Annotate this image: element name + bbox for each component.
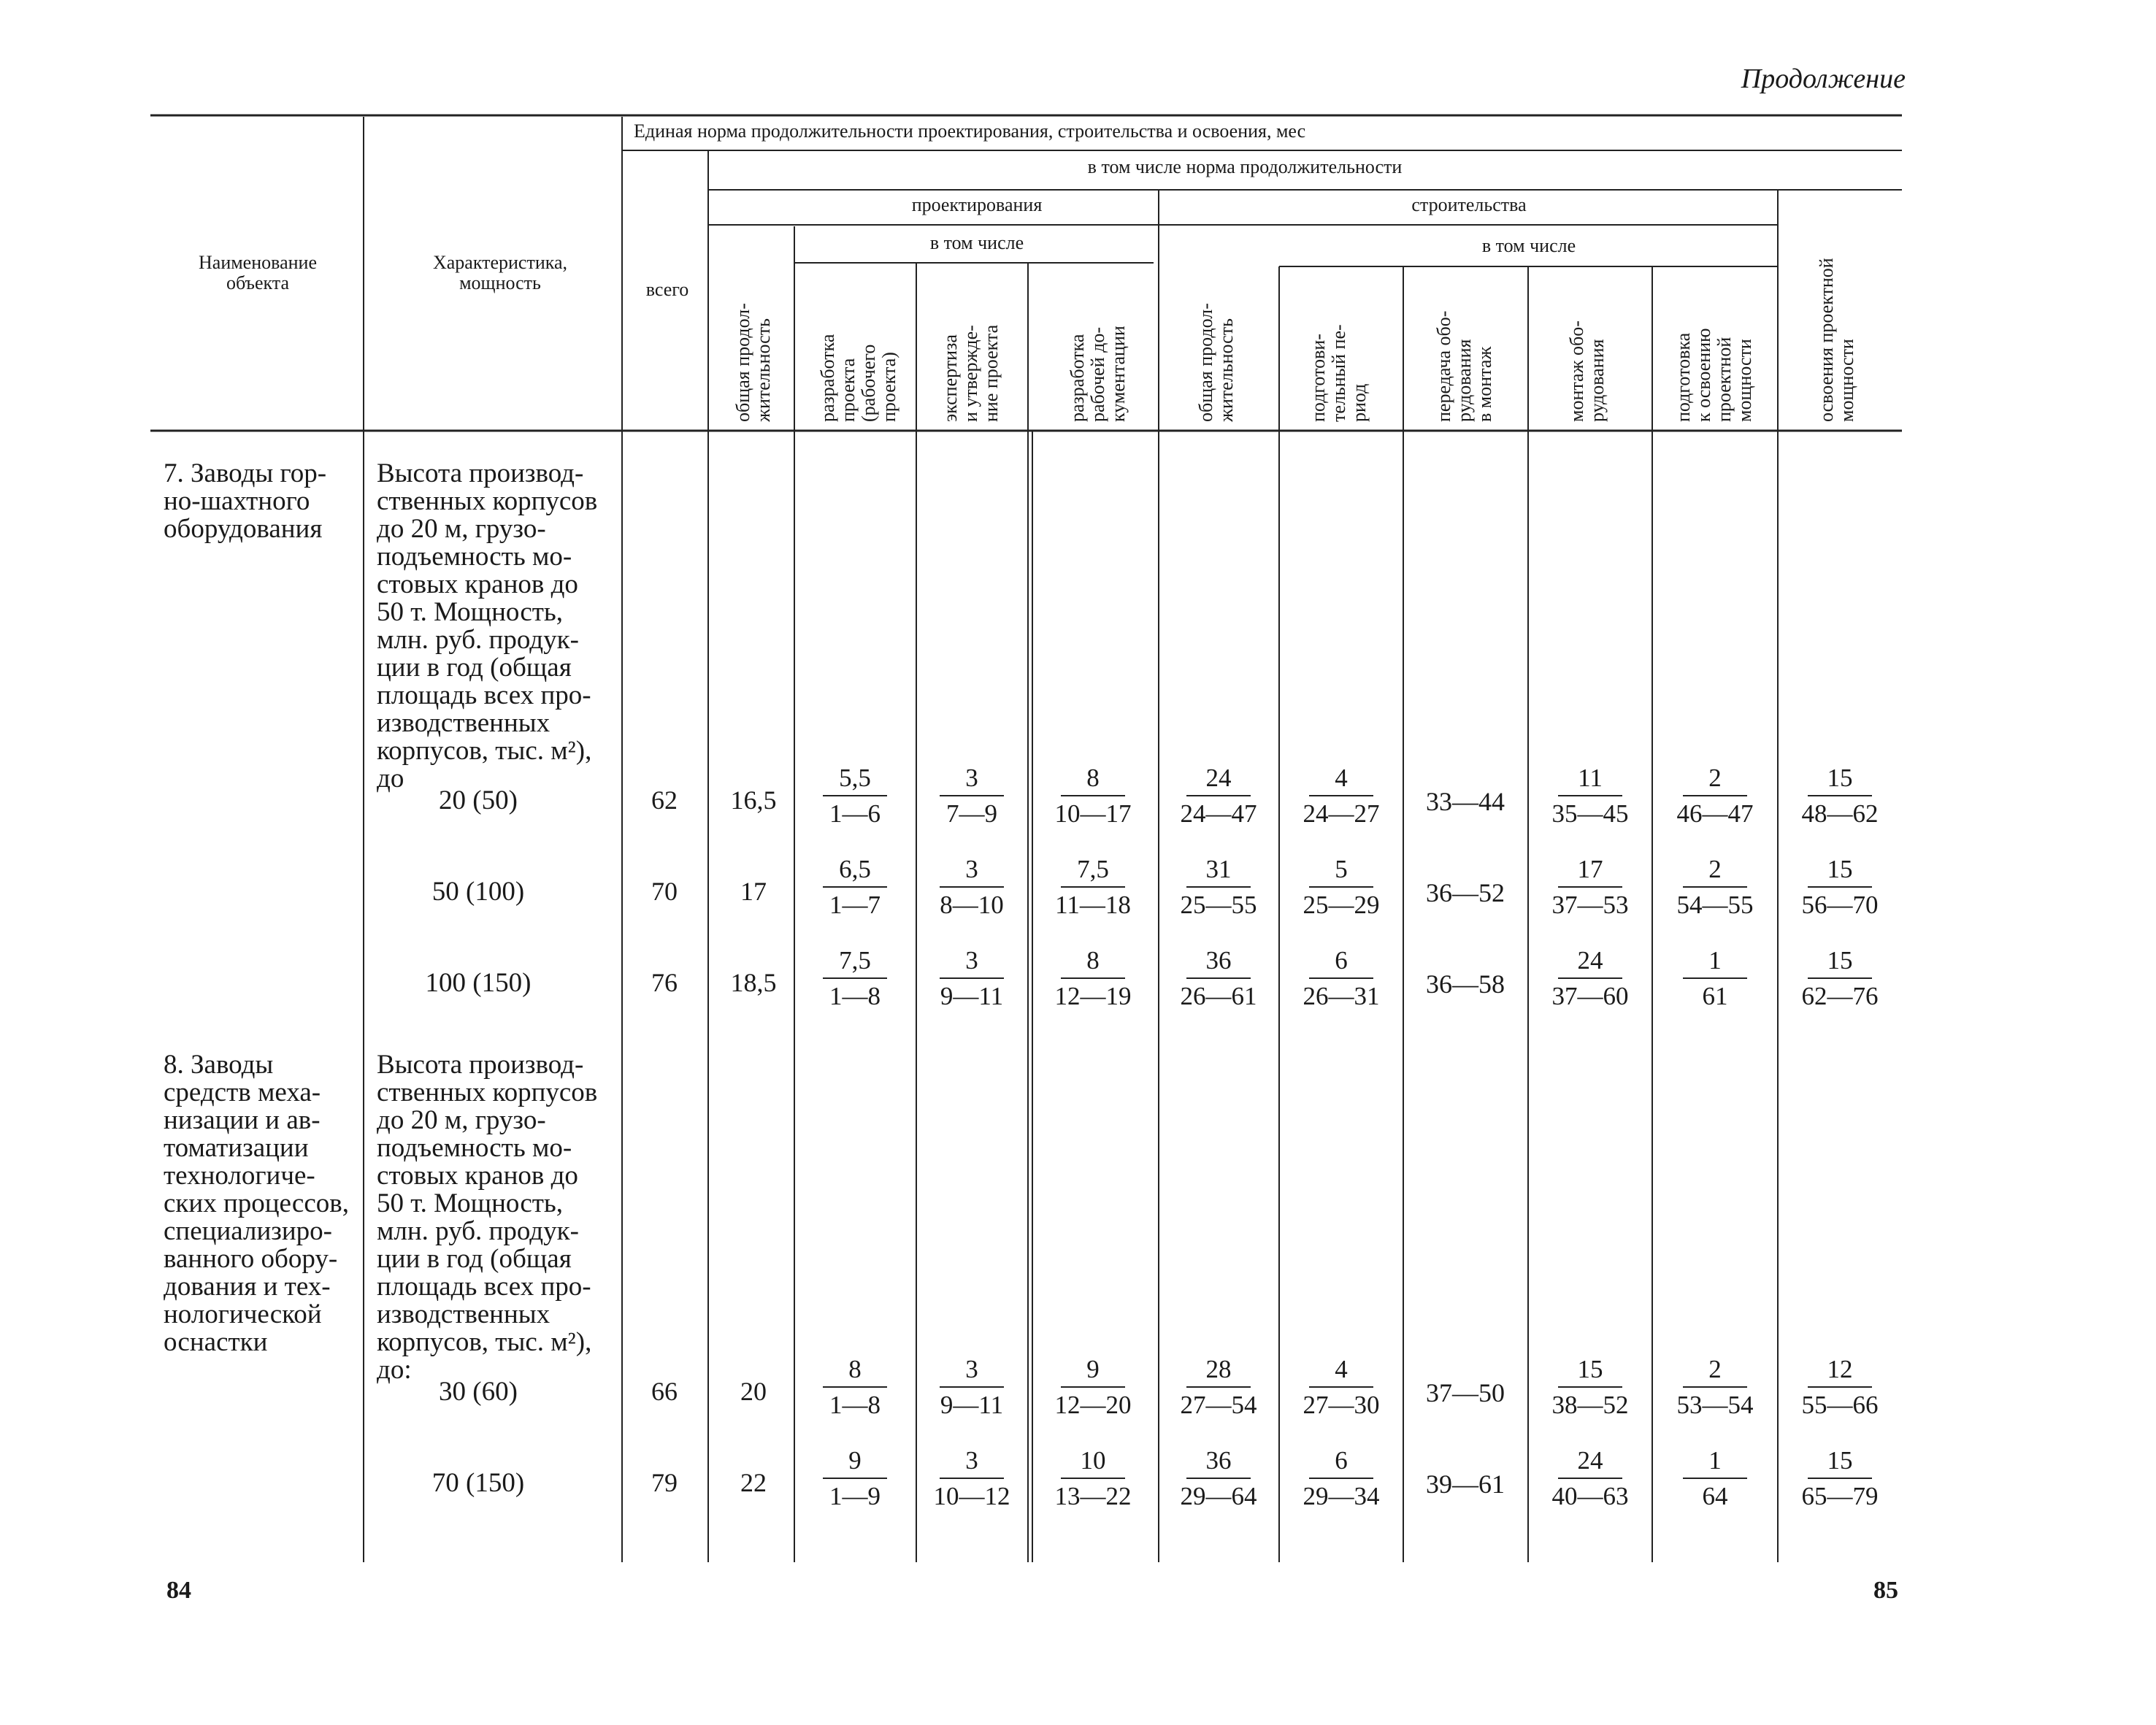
design-total-cell: 22 [740, 1468, 767, 1497]
total-duration-cell: 62 [651, 785, 678, 815]
header-construction: строительства [1411, 194, 1527, 215]
month-range: 65—79 [1801, 1482, 1879, 1510]
fraction-cell-prep [1290, 763, 1392, 829]
month-range: 48—62 [1801, 799, 1879, 828]
duration-value: 9 [1086, 1355, 1100, 1383]
fraction-bar [1061, 977, 1125, 979]
month-range: 8—10 [940, 891, 1004, 919]
month-range: 9—11 [940, 1391, 1004, 1419]
fraction-bar [1683, 1386, 1747, 1388]
fraction-bar [823, 977, 887, 979]
fraction-cell-exp [921, 854, 1023, 920]
month-range: 26—61 [1180, 982, 1257, 1010]
fraction-bar [940, 977, 1004, 979]
fraction-bar [1558, 795, 1622, 796]
fraction-bar [1186, 977, 1251, 979]
duration-value: 7,5 [839, 946, 871, 975]
fraction-bar [1683, 795, 1747, 796]
duration-value: 24 [1205, 764, 1232, 792]
month-range: 27—54 [1180, 1391, 1257, 1419]
fraction-cell-dev [804, 1445, 906, 1511]
month-range: 27—30 [1303, 1391, 1380, 1419]
vheader-installation: монтаж обо- рудования [1566, 320, 1608, 422]
section-7-characteristic: Высота производ- ственных корпусов до 20 м, грузо- подъемность мо- стовых кранов до 50 т. Мощность, млн. руб. продук- ции в год (общая площадь всех про- изводственных корпусов, тыс. м²), до [377, 458, 598, 794]
month-range: 7—9 [946, 799, 997, 828]
vheader-construction-total: общая продол- жительность [1195, 303, 1237, 422]
duration-value: 3 [965, 1446, 978, 1475]
header-construction-incl: в том числе [1481, 235, 1576, 256]
vheader-equipment-transfer: передача обо- рудования в монтаж [1433, 310, 1495, 422]
fraction-bar [1683, 886, 1747, 888]
duration-value: 15 [1827, 1446, 1853, 1475]
fraction-cell-master [1789, 854, 1891, 920]
capacity-cell: 100 (150) [425, 968, 532, 998]
duration-value: 15 [1827, 764, 1853, 792]
duration-value: 2 [1708, 1355, 1722, 1383]
fraction-bar [1558, 977, 1622, 979]
capacity-cell: 50 (100) [431, 877, 525, 907]
section-7-name: 7. Заводы гор- но-шахтного оборудования [164, 458, 327, 544]
fraction-cell-exp [921, 1445, 1023, 1511]
month-range: 12—20 [1054, 1391, 1132, 1419]
header-object-name: Наименование объекта [199, 252, 317, 293]
duration-value: 4 [1335, 1355, 1348, 1383]
fraction-cell-install [1539, 1354, 1641, 1420]
header-incl-norm: в том числе норма продолжительности [1087, 156, 1403, 177]
section-8-name: 8. Заводы средств меха- низации и ав- томатизации технологиче- ских процессов, специализиро- ванного обору- дования и тех- нологической оснастки [164, 1050, 349, 1357]
duration-value: 15 [1827, 946, 1853, 975]
fraction-bar [1558, 886, 1622, 888]
fraction-bar [1309, 1478, 1373, 1479]
design-total-cell: 16,5 [730, 785, 777, 815]
fraction-cell-constr [1167, 854, 1270, 920]
duration-value: 15 [1577, 1355, 1603, 1383]
fraction-bar [1186, 1386, 1251, 1388]
duration-value: 31 [1205, 855, 1232, 883]
fraction-cell-prepcap [1664, 1354, 1766, 1420]
fraction-bar [940, 795, 1004, 796]
fraction-cell-install [1539, 763, 1641, 829]
fraction-bar [1808, 886, 1872, 888]
month-range: 26—31 [1303, 982, 1380, 1010]
fraction-bar [823, 886, 887, 888]
fraction-cell-prep [1290, 854, 1392, 920]
equipment-transfer-cell: 33—44 [1426, 787, 1505, 816]
duration-value: 24 [1577, 946, 1603, 975]
fraction-bar [1061, 886, 1125, 888]
duration-value: 10 [1080, 1446, 1106, 1475]
duration-value: 7,5 [1077, 855, 1109, 883]
month-range: 37—60 [1551, 982, 1629, 1010]
vheader-mastering: освоения проектной мощности [1816, 258, 1857, 422]
fraction-cell-master [1789, 945, 1891, 1011]
month-range: 1—9 [829, 1482, 881, 1510]
duration-value: 11 [1578, 764, 1603, 792]
duration-value: 28 [1205, 1355, 1232, 1383]
capacity-cell: 70 (150) [431, 1468, 525, 1498]
duration-value: 17 [1577, 855, 1603, 883]
total-duration-cell: 79 [651, 1468, 678, 1497]
month-range: 54—55 [1676, 891, 1754, 919]
fraction-bar [1061, 1478, 1125, 1479]
vheader-preparatory: подготови- тельный пе- риод [1308, 324, 1370, 422]
month-range: 1—7 [829, 891, 881, 919]
fraction-cell-prepcap [1664, 945, 1766, 1011]
month-range: 1—8 [829, 1391, 881, 1419]
page-number-left: 84 [166, 1577, 191, 1604]
duration-value: 24 [1577, 1446, 1603, 1475]
vheader-project-development: разработка проекта (рабочего проекта) [817, 334, 899, 422]
fraction-bar [1558, 1478, 1622, 1479]
fraction-cell-work [1042, 1445, 1144, 1511]
design-total-cell: 18,5 [730, 968, 777, 997]
month-range: 1—8 [829, 982, 881, 1010]
design-total-cell: 20 [740, 1377, 767, 1406]
vheader-capacity-preparation: подготовка к освоению проектной мощности [1673, 328, 1755, 422]
fraction-cell-master [1789, 763, 1891, 829]
duration-value: 15 [1827, 855, 1853, 883]
fraction-cell-install [1539, 854, 1641, 920]
month-range: 40—63 [1551, 1482, 1629, 1510]
month-range: 37—53 [1551, 891, 1629, 919]
duration-value: 1 [1708, 1446, 1722, 1475]
fraction-cell-exp [921, 763, 1023, 829]
duration-value: 3 [965, 855, 978, 883]
equipment-transfer-cell: 36—52 [1426, 878, 1505, 907]
duration-value: 6,5 [839, 855, 871, 883]
fraction-cell-dev [804, 1354, 906, 1420]
fraction-bar [1309, 886, 1373, 888]
fraction-bar [1309, 977, 1373, 979]
fraction-cell-dev [804, 763, 906, 829]
fraction-bar [1808, 1386, 1872, 1388]
duration-value: 5,5 [839, 764, 871, 792]
month-range: 12—19 [1054, 982, 1132, 1010]
month-range: 24—27 [1303, 799, 1380, 828]
duration-value: 6 [1335, 946, 1348, 975]
vheader-design-total: общая продол- жительность [732, 303, 774, 422]
fraction-cell-constr [1167, 763, 1270, 829]
month-range: 55—66 [1801, 1391, 1879, 1419]
duration-value: 5 [1335, 855, 1348, 883]
equipment-transfer-cell: 36—58 [1426, 969, 1505, 999]
fraction-bar [1683, 1478, 1747, 1479]
month-range: 61 [1702, 982, 1728, 1010]
month-range: 29—64 [1180, 1482, 1257, 1510]
fraction-bar [1186, 1478, 1251, 1479]
fraction-cell-prepcap [1664, 1445, 1766, 1511]
duration-value: 8 [1086, 764, 1100, 792]
header-design: проектирования [911, 194, 1043, 215]
duration-value: 12 [1827, 1355, 1853, 1383]
fraction-bar [823, 1478, 887, 1479]
vheader-working-docs: разработка рабочей до- кументации [1067, 326, 1129, 422]
equipment-transfer-cell: 39—61 [1426, 1469, 1505, 1499]
month-range: 62—76 [1801, 982, 1879, 1010]
duration-value: 8 [1086, 946, 1100, 975]
fraction-bar [1061, 1386, 1125, 1388]
duration-value: 36 [1205, 1446, 1232, 1475]
page-number-right: 85 [1873, 1577, 1898, 1604]
duration-value: 2 [1708, 855, 1722, 883]
fraction-cell-constr [1167, 945, 1270, 1011]
fraction-cell-constr [1167, 1354, 1270, 1420]
header-characteristic: Характеристика, мощность [432, 252, 568, 293]
month-range: 24—47 [1180, 799, 1257, 828]
fraction-cell-work [1042, 945, 1144, 1011]
duration-value: 6 [1335, 1446, 1348, 1475]
header-total: всего [645, 279, 689, 300]
month-range: 10—12 [933, 1482, 1010, 1510]
fraction-cell-prep [1290, 1354, 1392, 1420]
fraction-cell-master [1789, 1445, 1891, 1511]
fraction-bar [1061, 795, 1125, 796]
fraction-cell-prep [1290, 945, 1392, 1011]
fraction-cell-prepcap [1664, 763, 1766, 829]
month-range: 10—17 [1054, 799, 1132, 828]
month-range: 38—52 [1551, 1391, 1629, 1419]
fraction-cell-install [1539, 945, 1641, 1011]
duration-value: 1 [1708, 946, 1722, 975]
fraction-bar [1808, 977, 1872, 979]
month-range: 35—45 [1551, 799, 1629, 828]
fraction-bar [1309, 1386, 1373, 1388]
duration-value: 2 [1708, 764, 1722, 792]
fraction-cell-exp [921, 945, 1023, 1011]
duration-value: 4 [1335, 764, 1348, 792]
fraction-cell-master [1789, 1354, 1891, 1420]
month-range: 25—29 [1303, 891, 1380, 919]
continuation-label: Продолжение [1741, 64, 1906, 94]
month-range: 46—47 [1676, 799, 1754, 828]
month-range: 13—22 [1054, 1482, 1132, 1510]
total-duration-cell: 70 [651, 877, 678, 906]
duration-value: 3 [965, 764, 978, 792]
fraction-cell-dev [804, 854, 906, 920]
fraction-bar [940, 1478, 1004, 1479]
fraction-bar [940, 1386, 1004, 1388]
total-duration-cell: 66 [651, 1377, 678, 1406]
fraction-bar [1309, 795, 1373, 796]
vheader-expertise: экспертиза и утвержде- ние проекта [940, 324, 1002, 422]
fraction-bar [1683, 977, 1747, 979]
month-range: 25—55 [1180, 891, 1257, 919]
fraction-cell-dev [804, 945, 906, 1011]
fraction-bar [1558, 1386, 1622, 1388]
fraction-bar [940, 886, 1004, 888]
fraction-bar [1186, 795, 1251, 796]
design-total-cell: 17 [740, 877, 767, 906]
fraction-cell-constr [1167, 1445, 1270, 1511]
duration-value: 8 [848, 1355, 862, 1383]
fraction-bar [1808, 795, 1872, 796]
fraction-cell-prep [1290, 1445, 1392, 1511]
month-range: 29—34 [1303, 1482, 1380, 1510]
section-8-characteristic: Высота производ- ственных корпусов до 20 м, грузо- подъемность мо- стовых кранов до 50 т. Мощность, млн. руб. продук- ции в год (общая площадь всех про- изводственных корпусов, тыс. м²), до: [377, 1050, 598, 1385]
duration-value: 9 [848, 1446, 862, 1475]
fraction-bar [823, 795, 887, 796]
month-range: 64 [1702, 1482, 1728, 1510]
fraction-cell-work [1042, 854, 1144, 920]
capacity-cell: 20 (50) [439, 785, 518, 815]
month-range: 56—70 [1801, 891, 1879, 919]
fraction-bar [1808, 1478, 1872, 1479]
fraction-cell-work [1042, 1354, 1144, 1420]
month-range: 11—18 [1055, 891, 1131, 919]
fraction-bar [1186, 886, 1251, 888]
equipment-transfer-cell: 37—50 [1426, 1378, 1505, 1407]
capacity-cell: 30 (60) [439, 1377, 518, 1407]
fraction-cell-install [1539, 1445, 1641, 1511]
duration-value: 3 [965, 1355, 978, 1383]
duration-value: 3 [965, 946, 978, 975]
fraction-cell-prepcap [1664, 854, 1766, 920]
total-duration-cell: 76 [651, 968, 678, 997]
header-main-title: Единая норма продолжительности проектирования, строительства и освоения, мес [634, 120, 1306, 142]
month-range: 53—54 [1676, 1391, 1754, 1419]
header-design-incl: в том числе [929, 232, 1024, 253]
month-range: 9—11 [940, 982, 1004, 1010]
fraction-cell-work [1042, 763, 1144, 829]
month-range: 1—6 [829, 799, 881, 828]
duration-value: 36 [1205, 946, 1232, 975]
fraction-cell-exp [921, 1354, 1023, 1420]
fraction-bar [823, 1386, 887, 1388]
